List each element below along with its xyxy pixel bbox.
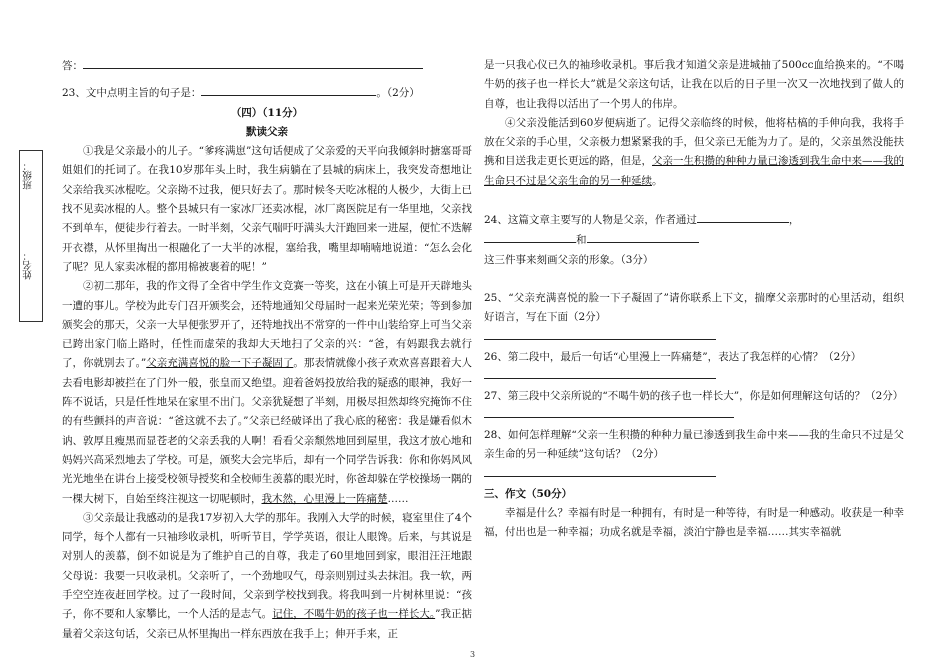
- q24-line-3[interactable]: [587, 230, 699, 243]
- paragraph-4: [484, 114, 904, 191]
- answer-row: [62, 56, 472, 76]
- q24-line-1[interactable]: [697, 210, 789, 223]
- section-title: （四）（11分）: [230, 106, 304, 119]
- p3-text-b: ”我正掂量着父亲这句话，父亲已从怀里掏出一样东西放在我手上；伸开手来，正: [62, 608, 473, 640]
- p2-text-b: 。那表情就像小孩子欢欢喜喜跟着大人去看电影却被拦在了门外一般，张皇而又绝望。迎着爸妈投放给我的疑惑的眼神，我好一阵不说话，只是任性地呆在家里不出门。父亲犹疑想了半刻，用极尽担然却终究掩饰不住的有些颤抖的声音说：“爸这就不去了。”父亲已经破译出了我心底的秘密：我是嫌看似木讷、敦厚且瘦黑而显苍老的父亲丢我的人啊！看看父亲颓然地回到屋里，我这才放心地和妈妈兴高采烈地去了学校。可是，颁奖大会完毕后，却有一个同学告诉我：你和你妈风风光光地坐在讲台上接受校领导授奖和全校师生羡慕的眼光时，你爸却躲在学校操场一隅的一棵大树下，自始至终注视这一切呢顿时，: [62, 357, 473, 505]
- p3-text: ③父亲最让我感动的是我17岁初入大学的那年。我刚入大学的时候，寝室里住了4个同学，每个人都有一只袖珍收录机，听听节目，学学英语，很让人眼馋。后来，与其说是对别人的羡慕，倒不如说是为了维护自己的自尊，我走了60里地回到家，眼泪汪汪地跟父母说：我要一只收录机。父亲听了，一个劲地叹气，母亲则别过头去抹泪。我一软，两手空空连夜赶回学校。过了一段时间，父亲到学校找到我。将我叫到一片树林里说：“孩子，你不要和人家攀比，一个人活的是志气。: [62, 511, 472, 621]
- class-label: 班级：: [23, 161, 34, 190]
- paragraph-1: ①我是父亲最小的儿子。“爹疼满崽”这句话便成了父亲爱的天平向我倾斜时搪塞哥哥姐姐们的托词了。在我10岁那年头上时，我生病躺在了县城的病床上，我突发奇想地让父亲给我买冰棍吃。父亲拗不过我，便只好去了。那时候冬天吃冰棍的人极少，大街上已找不见卖冰棍的人。整个县城只有一家冰厂还卖冰棍，冰厂离医院足有一华里地，父亲找不到单车，便徒步行着去。一时半刻，父亲气喘吁吁满头大汗跑回来一进屋，便忙不迭解开衣襟，从怀里掏出一根融化了一大半的冰棍，塞给我，嘴里却喃喃地说道：“怎么会化了呢？见人家卖冰棍的都用棉被裹着的呢！”: [62, 145, 472, 273]
- right-column: [484, 56, 904, 543]
- student-info-box: [19, 150, 43, 322]
- q23-answer-line[interactable]: [201, 83, 376, 96]
- paragraph-3: [62, 509, 472, 644]
- paragraph-3-cont: 是一只我心仪已久的袖珍收录机。事后我才知道父亲是进城抽了500cc血给换来的。“不喝牛奶的孩子也一样长大”就是父亲这句话，让我在以后的日子里一次又一次地找到了做人的自尊，也让我得以活出了一个男人的伟岸。: [484, 59, 904, 110]
- q24: 24、这篇文章主要写的人物是父亲，作者通过 ，: [484, 210, 904, 230]
- q23-text: 23、文中点明主旨的句子是：: [62, 87, 202, 100]
- p2-underline-2: 我木然，心里漫上一阵痛楚: [261, 492, 388, 505]
- q24-text: 24、这篇文章主要写的人物是父亲，作者通过: [484, 214, 697, 227]
- answer-line[interactable]: [83, 56, 423, 69]
- p2-end: ……: [387, 492, 409, 505]
- q28-answer-line[interactable]: [484, 465, 716, 477]
- name-label: 姓名：: [23, 251, 34, 280]
- q24-and: 和: [576, 234, 587, 247]
- q26: 26、第二段中，最后一句话“心里漫上一阵痛楚”，表达了我怎样的心情？（2分）: [484, 350, 862, 363]
- page-number: 3: [470, 650, 476, 659]
- q24-line: [484, 230, 904, 250]
- q24-line-2[interactable]: [484, 230, 576, 243]
- q24-tail: 这三件事来刻画父亲的形象。（3分）: [484, 253, 654, 266]
- q28: 28、如何怎样理解“父亲一生积攒的种种力量已渗透到我生命中来——我的生命只不过是父亲生命的另一种延续”这句话？（2分）: [484, 429, 904, 461]
- q25: 25、“父亲充满喜悦的脸一下子凝固了”请你联系上下文，揣摩父亲那时的心里活动，组织好语言，写在下面（2分）: [484, 291, 904, 324]
- answer-label: 答：: [62, 60, 83, 72]
- left-column: [62, 56, 472, 644]
- p4-end: 。: [652, 174, 663, 187]
- p4-text: ④父亲没能活到60岁便病逝了。记得父亲临终的时候，他将枯槁的手伸向我，我将手放在父亲的手心里，父亲极力想紧紧我的手，但父亲已无能为力了。是的，父亲虽然没能扶携和目送我走更长更远的路，但是，: [484, 116, 904, 168]
- section-3-title: 三、作文（50分）: [484, 487, 573, 500]
- p2-underline: 父亲充满喜悦的脸一下子凝固了: [146, 357, 294, 370]
- essay-prompt: 幸福是什么？幸福有时是一种拥有，有时是一种等待，有时是一种感动。收获是一种幸福，付出也是一种幸福；功成名就是幸福，淡泊宁静也是幸福……其实幸福就: [484, 507, 904, 539]
- p4-underline: 父亲一生积攒的种种力量已渗透到我生命中来——我的生命只不过是父亲生命的另一种延续: [484, 155, 904, 187]
- passage-title: 默读父亲: [246, 125, 288, 138]
- q27-answer-line[interactable]: [484, 406, 734, 418]
- p2-text-a: ②初二那年，我的作文得了全省中学生作文竞赛一等奖，这在小镇上可是开天辟地头一遭的事儿。学校为此专门召开颁奖会，还特地通知父母届时一起来光荣光荣；等到参加颁奖会的那天，父亲一大早便张罗开了，还特地找出不常穿的一件中山装给穿上可当父亲已跨出家门临上路时，任性而虚荣的我却大天地扫了父亲的兴：“爸，有妈跟我去就行了，你就别去了。”: [62, 280, 472, 370]
- q25-answer-line[interactable]: [484, 328, 716, 340]
- q23-row: [62, 83, 472, 103]
- p3-underline: 记住，不喝牛奶的孩子也一样长大。: [272, 608, 436, 621]
- paragraph-2: [62, 277, 472, 509]
- q26-answer-line[interactable]: [484, 367, 716, 379]
- q27: 27、第三段中父亲所说的“不喝牛奶的孩子也一样长大”，你是如何理解这句话的？（2分）: [484, 389, 904, 402]
- q23-tail: 。（2分）: [376, 87, 420, 100]
